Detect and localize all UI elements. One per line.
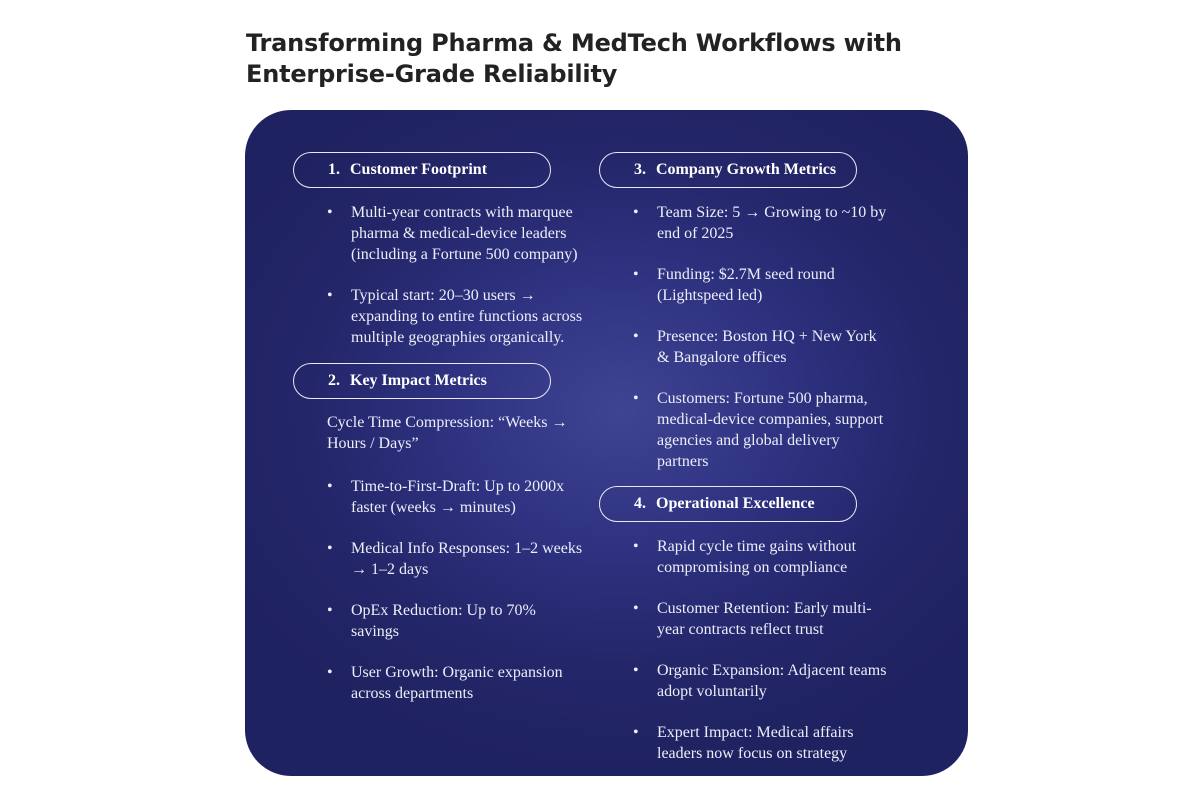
list-item-text: User Growth: Organic expansion across departments bbox=[351, 664, 563, 702]
bullet-icon: • bbox=[327, 478, 333, 495]
list-item bbox=[599, 202, 889, 244]
list-item bbox=[599, 536, 889, 578]
bullet-icon: • bbox=[633, 600, 639, 617]
list-item-text: Medical Info Responses: 1–2 weeks → 1–2 days bbox=[351, 540, 583, 578]
section-heading: Key Impact Metrics bbox=[350, 372, 487, 389]
section-header-company-growth-metrics bbox=[599, 152, 857, 188]
list-item-text: Customers: Fortune 500 pharma, medical-device companies, support agencies and global delivery partners bbox=[657, 390, 884, 470]
bullet-icon: • bbox=[633, 538, 639, 555]
bullet-icon: • bbox=[633, 390, 639, 407]
list-item-text: Time-to-First-Draft: Up to 2000x faster (weeks → minutes) bbox=[351, 478, 565, 516]
section-key-impact-metrics bbox=[293, 363, 583, 704]
right-column bbox=[599, 152, 889, 776]
info-card bbox=[245, 110, 968, 776]
list-item bbox=[599, 264, 889, 306]
list-item bbox=[293, 600, 583, 642]
bullet-list bbox=[599, 202, 889, 472]
list-item bbox=[293, 202, 583, 265]
section-number: 2. bbox=[328, 372, 340, 389]
bullet-list bbox=[293, 476, 583, 704]
section-operational-excellence bbox=[599, 486, 889, 764]
list-item-text: Organic Expansion: Adjacent teams adopt voluntarily bbox=[657, 662, 887, 700]
page-title-line-2: Enterprise-Grade Reliability bbox=[246, 60, 618, 88]
list-item bbox=[599, 660, 889, 702]
list-item bbox=[599, 326, 889, 368]
bullet-icon: • bbox=[633, 266, 639, 283]
section-header-customer-footprint bbox=[293, 152, 551, 188]
list-item-text: Customer Retention: Early multi-year contracts reflect trust bbox=[657, 600, 872, 638]
list-item-text: Rapid cycle time gains without compromising on compliance bbox=[657, 538, 857, 576]
page-title bbox=[246, 28, 946, 90]
list-item bbox=[599, 598, 889, 640]
section-number: 3. bbox=[634, 161, 646, 178]
left-column bbox=[293, 152, 583, 724]
bullet-icon: • bbox=[633, 662, 639, 679]
list-item-text: Expert Impact: Medical affairs leaders now focus on strategy bbox=[657, 724, 854, 762]
list-item-text: Multi-year contracts with marquee pharma & medical-device leaders (including a Fortune 500 company) bbox=[351, 204, 578, 263]
section-header-key-impact-metrics bbox=[293, 363, 551, 399]
list-item bbox=[599, 722, 889, 764]
bullet-icon: • bbox=[633, 328, 639, 345]
list-item bbox=[293, 538, 583, 580]
section-number: 1. bbox=[328, 161, 340, 178]
page-title-line-1: Transforming Pharma & MedTech Workflows with bbox=[246, 29, 902, 57]
bullet-list bbox=[293, 202, 583, 348]
list-item bbox=[293, 662, 583, 704]
list-item-text: OpEx Reduction: Up to 70% savings bbox=[351, 602, 536, 640]
bullet-icon: • bbox=[633, 724, 639, 741]
section-heading: Customer Footprint bbox=[350, 161, 488, 178]
bullet-icon: • bbox=[327, 540, 333, 557]
list-item-text: Funding: $2.7M seed round (Lightspeed led) bbox=[657, 266, 835, 304]
section-heading: Company Growth Metrics bbox=[656, 161, 837, 178]
bullet-list bbox=[599, 536, 889, 764]
section-number: 4. bbox=[634, 495, 646, 512]
bullet-icon: • bbox=[327, 602, 333, 619]
list-item bbox=[293, 476, 583, 518]
section-intro-text: Cycle Time Compression: “Weeks → Hours / Days” bbox=[327, 414, 568, 452]
bullet-icon: • bbox=[327, 204, 333, 221]
list-item-text: Team Size: 5 → Growing to ~10 by end of 2025 bbox=[657, 204, 887, 242]
section-heading: Operational Excellence bbox=[656, 495, 815, 512]
section-customer-footprint bbox=[293, 152, 583, 348]
list-item bbox=[293, 285, 583, 348]
list-item bbox=[599, 388, 889, 472]
list-item-text: Typical start: 20–30 users → expanding to entire functions across multiple geographies organically. bbox=[351, 287, 583, 346]
section-header-operational-excellence bbox=[599, 486, 857, 522]
bullet-icon: • bbox=[327, 664, 333, 681]
section-company-growth-metrics bbox=[599, 152, 889, 472]
bullet-icon: • bbox=[633, 204, 639, 221]
bullet-icon: • bbox=[327, 287, 333, 304]
list-item-text: Presence: Boston HQ + New York & Bangalore offices bbox=[657, 328, 877, 366]
